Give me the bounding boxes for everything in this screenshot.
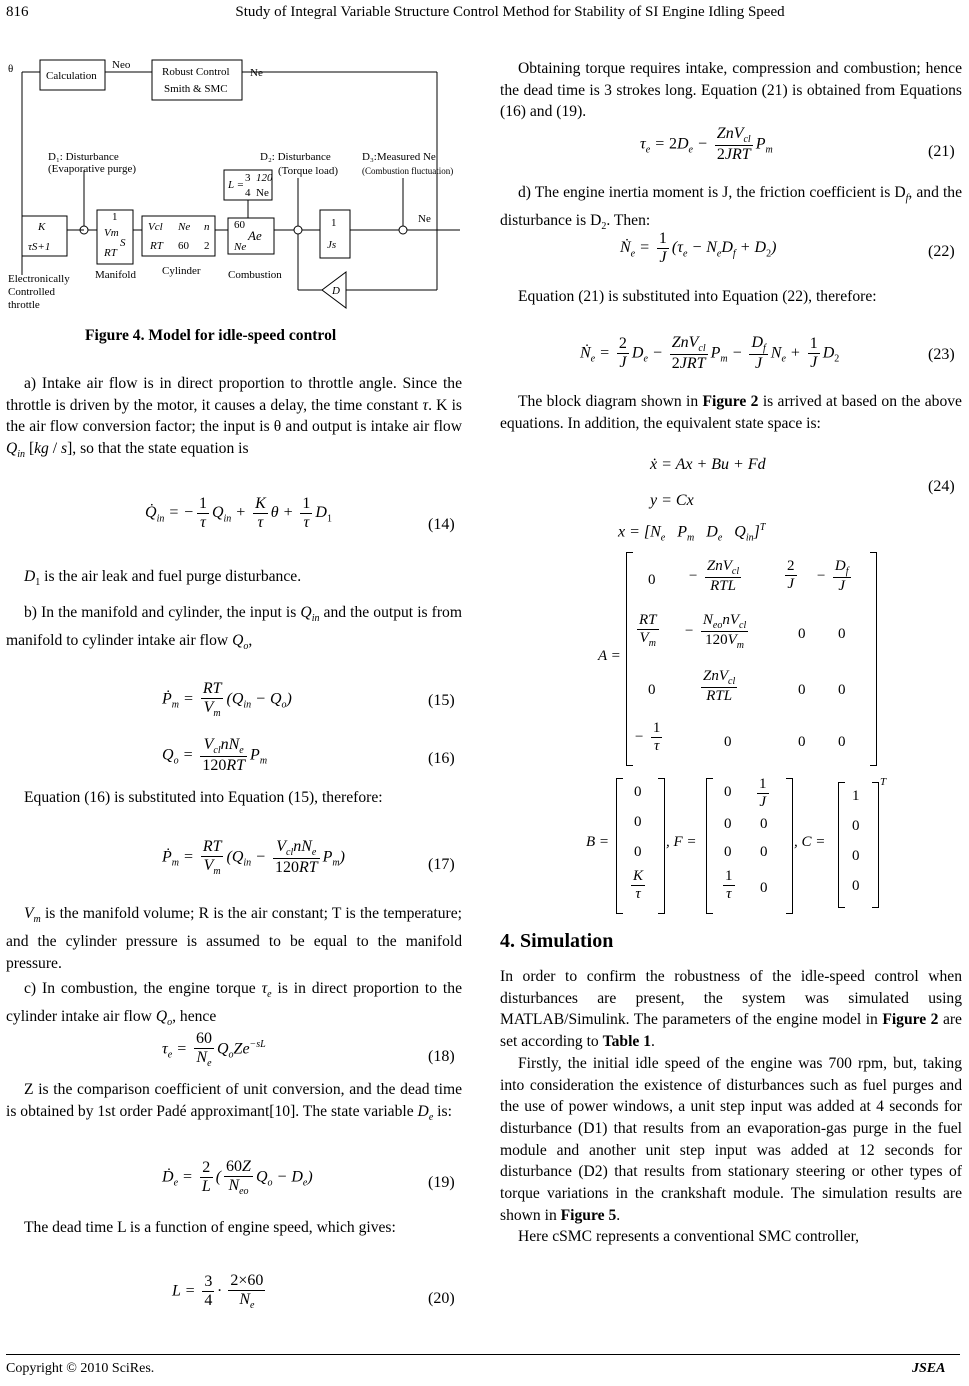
copyright: Copyright © 2010 SciRes. xyxy=(6,1361,155,1376)
svg-text:3: 3 xyxy=(245,172,251,184)
svg-text:D₂: Disturbance: D₂: Disturbance xyxy=(260,151,331,163)
left-column-5: Z is the comparison coefficient of unit conversion, and the dead time is obtained by 1st order Padé approximant[10]. The state variable $D_e$ is: xyxy=(6,1081,462,1123)
svg-text:D₁: Disturbance: D₁: Disturbance xyxy=(48,151,119,163)
svg-text:Vm: Vm xyxy=(104,227,119,239)
svg-text:120: 120 xyxy=(256,172,273,184)
svg-text:Combustion: Combustion xyxy=(228,269,282,281)
svg-text:(Torque load): (Torque load) xyxy=(278,165,339,177)
eqnum-19: (19) xyxy=(428,1174,455,1191)
section-heading: 4. Simulation xyxy=(500,930,614,952)
equation-14: $Q̇_{in}$ = − $\frac{1}{\tau}$ $Q_{in}$ + $\frac{K}{\tau}$ θ + $\frac{1}{\tau}$ $D_1$ xyxy=(145,495,332,531)
svg-text:θ: θ xyxy=(8,63,14,75)
svg-text:Neo: Neo xyxy=(112,59,131,71)
svg-text:D: D xyxy=(332,285,340,297)
equation-16: $Q_o$ = $\frac{V_{cl}nN_e}{120RT}$ $P_m$ xyxy=(162,736,268,775)
footer-rule xyxy=(6,1354,960,1355)
left-column-6: The dead time L is a function of engine speed, which gives: xyxy=(24,1219,396,1236)
state-eq-2: y = Cx xyxy=(650,492,694,509)
eqnum-24: (24) xyxy=(928,478,955,495)
svg-text:K: K xyxy=(38,221,46,233)
svg-text:60: 60 xyxy=(178,240,189,252)
svg-text:S: S xyxy=(120,237,126,249)
svg-text:Electronically: Electronically xyxy=(8,273,70,285)
state-vector: $x = [N_e$ $P_m$ $D_e$ $Q_{in}]^T$ xyxy=(618,522,766,544)
left-column-2: $D_1$ is the air leak and fuel purge disturbance. b) In the manifold and cylinder, the input is $Q_{in}$ and the output is from manifold to cylinder intake air flow $Q_o$, xyxy=(6,568,462,652)
svg-text:Ne: Ne xyxy=(250,67,263,79)
svg-text:Ne: Ne xyxy=(234,241,247,253)
idle-speed-control-diagram xyxy=(0,50,470,320)
svg-text:Calculation: Calculation xyxy=(46,70,97,82)
right-column-2: d) The engine inertia moment is J, the friction coefficient is $D_f$, and the disturbance is $D_2$. Then: xyxy=(500,184,962,232)
svg-text:Ne: Ne xyxy=(256,187,269,199)
equation-22: Ṅ$_e$ = $\frac{1}{J}$ $(\tau_e - N_eD_f + D_2)$ xyxy=(620,230,777,266)
sum-junction-2 xyxy=(294,226,302,234)
eqnum-22: (22) xyxy=(928,243,955,260)
svg-text:n: n xyxy=(204,221,210,233)
svg-text:1: 1 xyxy=(331,217,337,229)
right-column-3: Equation (21) is substituted into Equation (22), therefore: xyxy=(518,288,877,305)
svg-text:Ne: Ne xyxy=(178,221,191,233)
eqnum-17: (17) xyxy=(428,856,455,873)
svg-text:(Combustion fluctuation): (Combustion fluctuation) xyxy=(362,166,454,176)
equation-23: Ṅ$_e$ = $\frac{2}{J}$ $D_e$ − $\frac{ZnV_{cl}}{\text{2JRT}}$ $P_m$ − $\frac{D_f}{J}$ $N_e$ + $\frac{1}{J}$ $D_2$ xyxy=(580,334,840,373)
eqnum-16: (16) xyxy=(428,750,455,767)
right-column-4: The block diagram shown in Figure 2 is arrived at based on the above equations. In addition, the equivalent state space is: xyxy=(500,393,962,432)
matrices-bfc: B = 0 0 0 $\frac{K}{\tau}$ , F = 0 $\frac{1}{J}$ 0 0 0 0 $\frac{1}{\tau}$ 0 , C = 1 0 0 0 T xyxy=(582,776,912,916)
svg-text:Vcl: Vcl xyxy=(148,221,163,233)
sum-junction-3 xyxy=(399,226,407,234)
svg-text:τS+1: τS+1 xyxy=(28,241,51,253)
svg-text:RT: RT xyxy=(150,240,163,252)
svg-text:Controlled: Controlled xyxy=(8,286,56,298)
svg-text:Manifold: Manifold xyxy=(95,269,136,281)
equation-18: $\tau_e$ = $\frac{60}{N_e}$ $Q_oZe^{-sL}$ xyxy=(162,1030,266,1070)
eqnum-15: (15) xyxy=(428,692,455,709)
svg-text:Ne: Ne xyxy=(418,213,431,225)
svg-text:RT: RT xyxy=(104,247,117,259)
right-column-1: Obtaining torque requires intake, compression and combustion; hence the dead time is 3 strokes long. Equation (21) is obtained from Equations (16) and (19). xyxy=(500,60,962,121)
svg-text:Smith & SMC: Smith & SMC xyxy=(164,83,228,95)
svg-text:4: 4 xyxy=(245,187,251,199)
eqnum-21: (21) xyxy=(928,143,955,160)
state-eq-1: ẋ = Ax + Bu + Fd xyxy=(650,456,766,473)
svg-text:D₃:Measured Ne: D₃:Measured Ne xyxy=(362,151,436,163)
svg-text:1: 1 xyxy=(112,211,118,223)
equation-19: Ḋ$_e$ = $\frac{2}{L}$ ( $\frac{60Z}{N_{eo}}$ $Q_o - D_e$) xyxy=(162,1158,313,1198)
svg-text:throttle: throttle xyxy=(8,299,40,311)
svg-text:Cylinder: Cylinder xyxy=(162,265,201,277)
equation-15: Ṗ$_m$ = $\frac{RT}{V_m}$ $(Q_{in} - Q_o)$ xyxy=(162,680,292,720)
left-column: a) Intake air flow is in direct proportion to throttle angle. Since the throttle is driven by the motor, it causes a delay, the time constant τ. K is the air flow conversion factor; the input is θ and output is intake air flow $Q_{in}$ [kg / s], so that the state equation is xyxy=(6,375,462,461)
para-a: a) Intake air flow is in direct proportion to throttle angle. Since the throttle is driven by the motor, it causes a delay, the time constant xyxy=(6,375,462,414)
eqnum-18: (18) xyxy=(428,1048,455,1065)
equation-20: L = $\frac{3}{4}$ · $\frac{2\times 60}{N_e}$ xyxy=(172,1272,264,1312)
matrix-a: A = 0 − $\frac{ZnV_{cl}}{\text{RTL}}$ $\frac{2}{J}$ − $\frac{D_f}{J}$ $\frac{RT}{V_m}$ − $\frac{N_{eo}nV_{cl}}{120V_m}$ 0 0 0 $\frac{ZnV_{cl}}{\text{RTL}}$ 0 0 − $\frac{1}{\tau}$ 0 0 0 xyxy=(598,550,898,770)
eqnum-20: (20) xyxy=(428,1290,455,1307)
equation-17: Ṗ$_m$ = $\frac{RT}{V_m}$ ($Q_{in}$ − $\frac{V_{cl}nN_e}{120RT}$ $P_m$) xyxy=(162,838,345,878)
svg-text:L =: L = xyxy=(228,179,245,191)
svg-text:Ae: Ae xyxy=(248,228,262,243)
svg-text:2: 2 xyxy=(204,240,210,252)
left-column-4: $V_m$ is the manifold volume; R is the air constant; T is the temperature; and the cylinder pressure is assumed to be equal to the manifold pressure. c) In combustion, the engine torque $\tau_e$ is in direct proportion to the cylinder intake air flow $Q_o$, hence xyxy=(6,905,462,1029)
journal-abbrev: JSEA xyxy=(912,1361,946,1376)
svg-text:Robust Control: Robust Control xyxy=(162,66,230,78)
page-number: 816 xyxy=(6,4,29,20)
svg-text:Js: Js xyxy=(327,239,337,251)
svg-text:(Evaporative purge): (Evaporative purge) xyxy=(48,163,137,175)
running-title: Study of Integral Variable Structure Control Method for Stability of SI Engine Idling Speed xyxy=(235,4,785,20)
left-column-3: Equation (16) is substituted into Equation (15), therefore: xyxy=(24,789,383,806)
right-column-5: In order to confirm the robustness of the idle-speed control when disturbances are present, the system was simulated using MATLAB/Simulink. The parameters of the engine model in Figure 2 are set according to Table 1. Firstly, the initial idle speed of the engine was 700 rpm, but, taking into consideration the existence of disturbances such as fuel purges and the use of power windows, a unit step input was added at 4 seconds for disturbance (D1) that results from an evaporation-gas purge in the fuel module and another unit step input was added at 12 seconds for disturbance (D2) that results from stationary steering or other types of torque variations in the crankshaft module. The simulation results are shown in Figure 5. Here cSMC represents a conventional SMC controller, xyxy=(500,968,962,1246)
eqnum-23: (23) xyxy=(928,346,955,363)
figure-caption: Figure 4. Model for idle-speed control xyxy=(85,327,337,344)
svg-text:60: 60 xyxy=(234,219,245,231)
equation-21: $\tau_e = 2D_e$ − $\frac{ZnV_{cl}}{\text{2JRT}}$ $P_m$ xyxy=(640,125,773,164)
eqnum-14: (14) xyxy=(428,516,455,533)
